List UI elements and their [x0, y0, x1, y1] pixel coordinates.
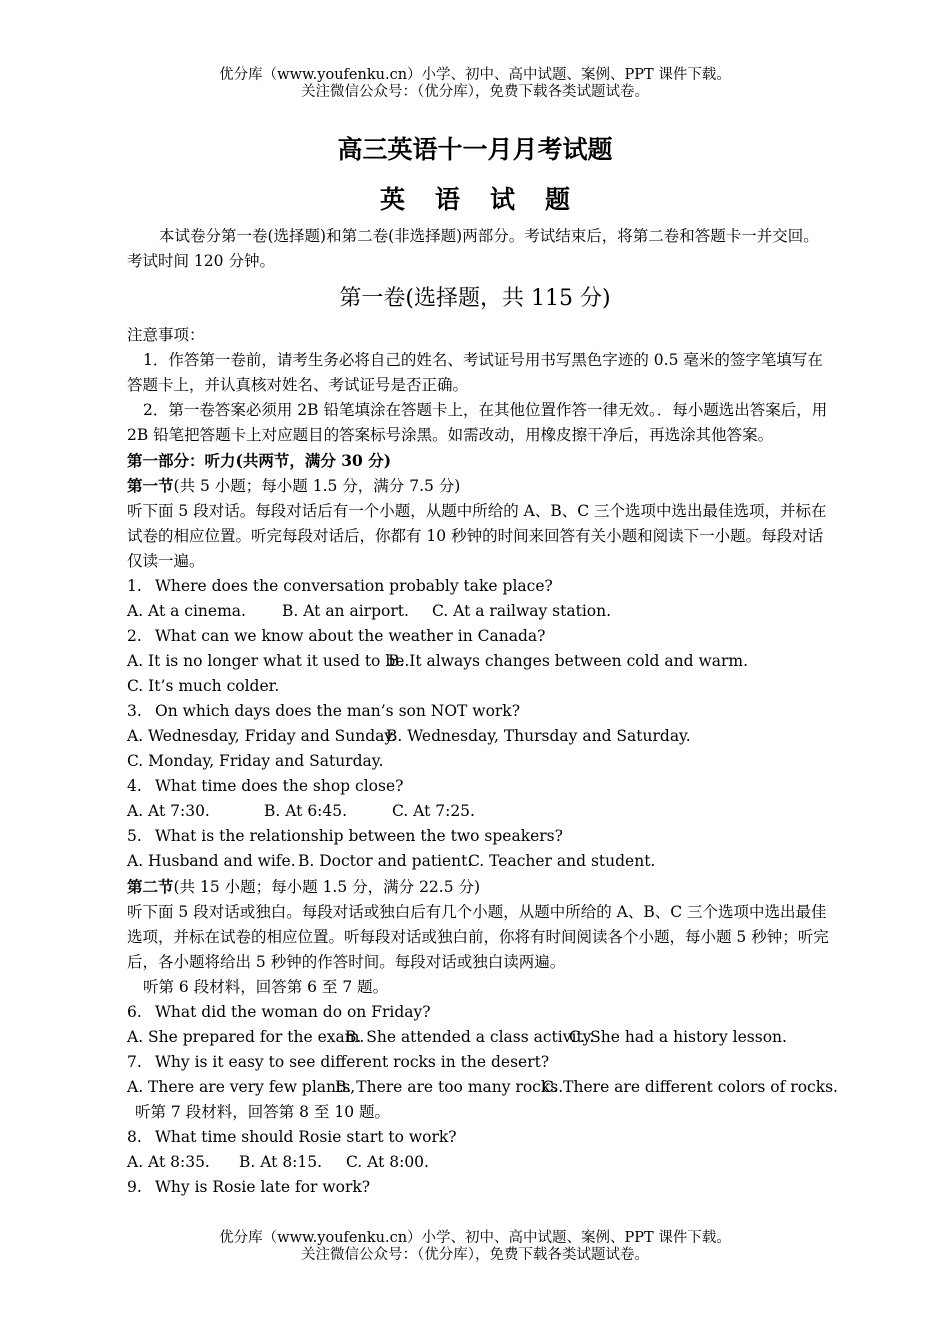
question-1-options: [127, 599, 832, 624]
volume-title: 第一卷(选择题，共 115 分): [339, 286, 611, 311]
question-5: [127, 824, 832, 849]
question-number: 7.: [127, 1053, 142, 1071]
option-c: C. At 8:00.: [346, 1153, 429, 1171]
question-3: [127, 699, 832, 724]
option-a: A. There are very few plants,: [127, 1078, 356, 1096]
question-9: [127, 1175, 832, 1200]
question-number: 2.: [127, 627, 142, 645]
option-c: C. There are different colors of rocks.: [542, 1078, 838, 1096]
question-number: 6.: [127, 1003, 142, 1021]
option-a: A. Husband and wife.: [127, 852, 296, 870]
question-text: What time should Rosie start to work?: [155, 1128, 457, 1146]
option-b: B. At 8:15.: [239, 1153, 323, 1171]
option-a: A. Wednesday, Friday and Sunday.: [127, 727, 397, 745]
question-3-options: [127, 724, 832, 749]
section1-instructions: 听下面 5 段对话。每段对话后有一个小题，从题中所给的 A、B、C 三个选项中选出最佳选项，并标在试卷的相应位置。听完每段对话后，你都有 10 秒钟的时间来回答有关小题和阅读下一小题。每段对话仅读一遍。: [127, 502, 827, 570]
question-number: 1.: [127, 577, 142, 595]
question-7-options: [127, 1075, 838, 1100]
option-c: C. At 7:25.: [392, 802, 475, 820]
question-7: [127, 1050, 832, 1075]
question-2-options: [127, 649, 832, 674]
question-text: Why is Rosie late for work?: [155, 1178, 371, 1196]
question-4: [127, 774, 832, 799]
option-a: A. She prepared for the exam.: [127, 1028, 365, 1046]
part1-heading: 第一部分：听力(共两节，满分 30 分): [127, 451, 392, 470]
question-2-option-c: C. It’s much colder.: [127, 677, 280, 695]
option-b: B. Wednesday, Thursday and Saturday.: [386, 727, 691, 745]
section2-rest: (共 15 小题；每小题 1.5 分，满分 22.5 分): [173, 878, 481, 896]
question-text: What did the woman do on Friday?: [155, 1003, 431, 1021]
question-number: 5.: [127, 827, 142, 845]
option-a: A. At 7:30.: [127, 802, 210, 820]
option-c: C. Teacher and student.: [468, 852, 656, 870]
option-a: A. At 8:35.: [127, 1153, 210, 1171]
option-b: B. There are too many rocks.: [335, 1078, 564, 1096]
section1-rest: (共 5 小题；每小题 1.5 分，满分 7.5 分): [173, 477, 461, 495]
material-6-note: 听第 6 段材料，回答第 6 至 7 题。: [143, 978, 389, 996]
question-6: [127, 1000, 832, 1025]
section1-label: 第一节: [127, 476, 174, 495]
option-b: B. She attended a class activity.: [345, 1028, 595, 1046]
question-text: Why is it easy to see different rocks in the desert?: [155, 1053, 550, 1071]
option-a: A. At a cinema.: [127, 602, 246, 620]
question-number: 8.: [127, 1128, 142, 1146]
option-b: B. It always changes between cold and warm.: [388, 652, 749, 670]
header-line-1: 优分库（www.youfenku.cn）小学、初中、高中试题、案例、PPT 课件下载。: [219, 67, 731, 83]
question-text: What time does the shop close?: [155, 777, 404, 795]
question-number: 4.: [127, 777, 142, 795]
question-5-options: [127, 849, 832, 874]
question-text: What is the relationship between the two speakers?: [155, 827, 563, 845]
question-number: 9.: [127, 1178, 142, 1196]
page-header: [0, 67, 950, 101]
option-b: B. Doctor and patient.: [298, 852, 473, 870]
question-8: [127, 1125, 832, 1150]
question-3-option-c: C. Monday, Friday and Saturday.: [127, 752, 384, 770]
question-text: What can we know about the weather in Canada?: [155, 627, 546, 645]
question-number: 3.: [127, 702, 142, 720]
option-b: B. At 6:45.: [264, 802, 348, 820]
question-8-options: [127, 1150, 832, 1175]
section2-heading: [127, 874, 832, 900]
header-line-2: 关注微信公众号：（优分库），免费下载各类试题试卷。: [301, 84, 649, 100]
option-c: C. At a railway station.: [432, 602, 612, 620]
section2-instructions: 听下面 5 段对话或独白。每段对话或独白后有几个小题，从题中所给的 A、B、C 三个选项中选出最佳选项，并标在试卷的相应位置。听每段对话或独白前，你将有时间阅读各个小题，每小题 5 秒钟；听完后，各小题将给出 5 秒钟的作答时间。每段对话或独白读两遍。: [127, 903, 829, 971]
section1-heading: [127, 473, 832, 499]
exam-subtitle: 英语试题: [379, 185, 600, 214]
option-c: C. She had a history lesson.: [569, 1028, 787, 1046]
exam-title: 高三英语十一月月考试题: [337, 135, 613, 164]
notice-item-1: 1．作答第一卷前，请考生务必将自己的姓名、考试证号用书写黑色字迹的 0.5 毫米的签字笔填写在答题卡上，并认真核对姓名、考试证号是否正确。: [127, 351, 823, 394]
exam-body: [127, 323, 838, 1200]
question-2: [127, 624, 832, 649]
notice-item-2: 2．第一卷答案必须用 2B 铅笔填涂在答题卡上，在其他位置作答一律无效。．每小题选出答案后，用 2B 铅笔把答题卡上对应题目的答案标号涂黑。如需改动，用橡皮擦干净后，再选涂其他答案。: [127, 401, 828, 444]
notice-heading: 注意事项：: [127, 326, 205, 344]
question-1: [127, 574, 832, 599]
question-text: On which days does the man’s son NOT work?: [155, 702, 521, 720]
intro-block: [127, 224, 832, 274]
footer-line-1: 优分库（www.youfenku.cn）小学、初中、高中试题、案例、PPT 课件下载。: [219, 1230, 731, 1246]
question-6-options: [127, 1025, 832, 1050]
page-footer: [0, 1230, 950, 1264]
intro-text: 本试卷分第一卷(选择题)和第二卷(非选择题)两部分。考试结束后，将第二卷和答题卡一并交回。考试时间 120 分钟。: [127, 227, 819, 270]
section2-label: 第二节: [127, 877, 174, 896]
option-a: A. It is no longer what it used to be.: [127, 652, 410, 670]
footer-line-2: 关注微信公众号：（优分库），免费下载各类试题试卷。: [301, 1247, 649, 1263]
question-text: Where does the conversation probably take place?: [155, 577, 553, 595]
option-b: B. At an airport.: [282, 602, 409, 620]
material-7-note: 听第 7 段材料，回答第 8 至 10 题。: [135, 1103, 391, 1121]
question-4-options: [127, 799, 832, 824]
